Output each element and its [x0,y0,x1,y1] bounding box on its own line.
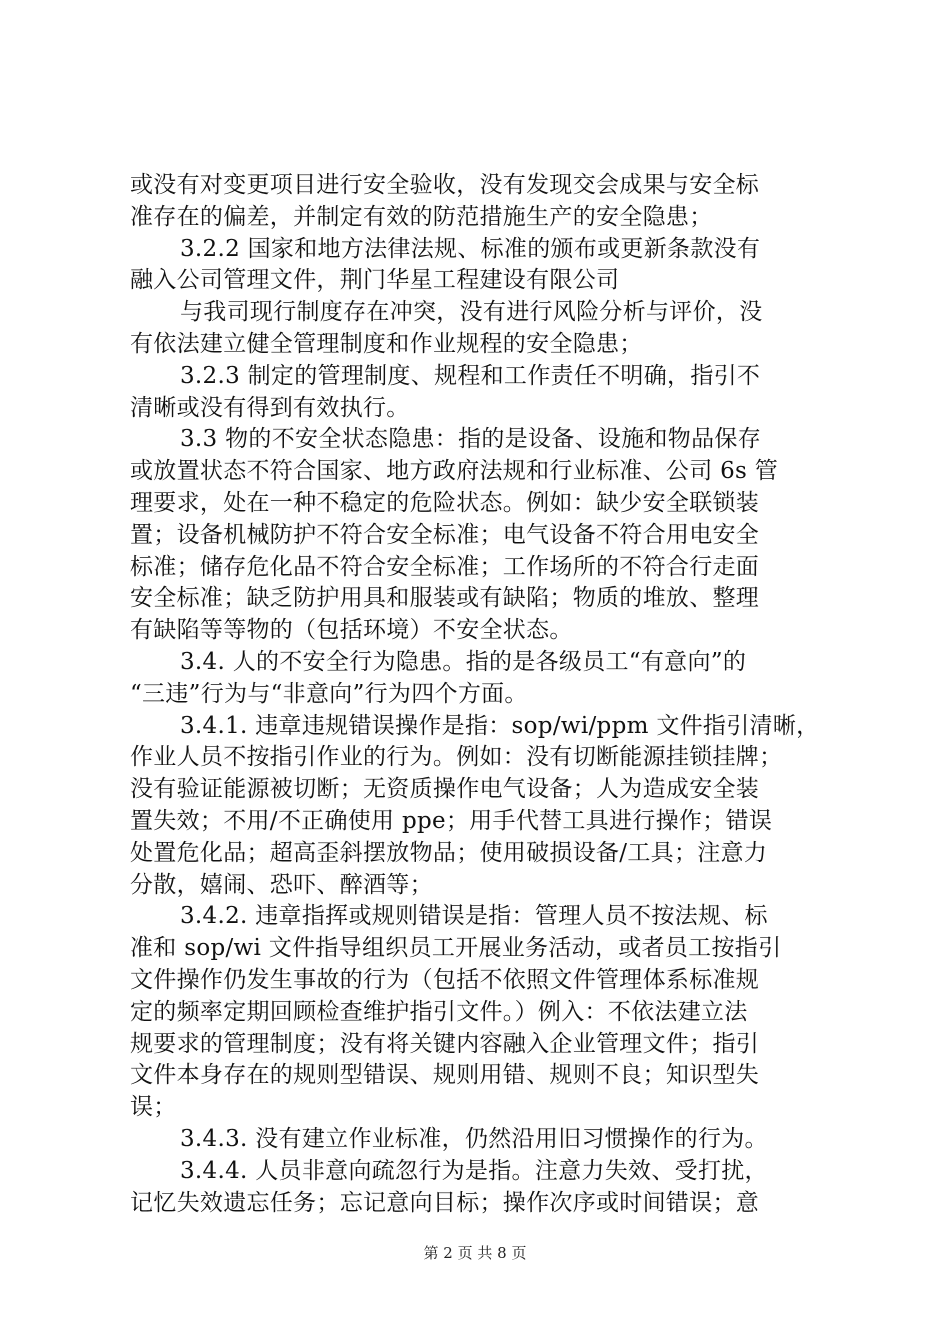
text-line: 3.4.2. 违章指挥或规则错误是指：管理人员不按法规、标 [180,903,768,930]
text-line: 标准；储存危化品不符合安全标准；工作场所的不符合行走面 [130,553,760,580]
text-line: 或放置状态不符合国家、地方政府法规和行业标准、公司 6s 管 [130,458,779,485]
text-line: 3.4.1. 违章违规错误操作是指：sop/wi/ppm 文件指引清晰， [180,712,820,739]
text-line: 置；设备机械防护不符合安全标准；电气设备不符合用电安全 [130,521,760,548]
text-line: 误； [130,1094,177,1121]
text-line: 定的频率定期回顾检查维护指引文件。）例入：不依法建立法 [130,998,748,1025]
text-line: 处置危化品；超高歪斜摆放物品；使用破损设备/工具；注意力 [130,839,768,866]
text-line: 3.2.2 国家和地方法律法规、标准的颁布或更新条款没有 [180,235,761,262]
text-line: 分散，嬉闹、恐吓、醉酒等； [130,871,433,898]
text-line: 记忆失效遗忘任务；忘记意向目标；操作次序或时间错误；意 [130,1189,760,1216]
text-line: 准和 sop/wi 文件指导组织员工开展业务活动，或者员工按指引 [130,935,782,962]
text-line: 融入公司管理文件，荆门华星工程建设有限公司 [130,267,620,294]
text-line: 3.4.4. 人员非意向疏忽行为是指。注意力失效、受打扰， [180,1157,768,1184]
text-line: 有缺陷等等物的（包括环境）不安全状态。 [130,617,573,644]
text-line: 3.2.3 制定的管理制度、规程和工作责任不明确，指引不 [180,362,761,389]
text-line: 安全标准；缺乏防护用具和服装或有缺陷；物质的堆放、整理 [130,585,760,612]
text-line: 有依法建立健全管理制度和作业规程的安全隐患； [130,330,643,357]
text-line: 清晰或没有得到有效执行。 [130,394,410,421]
text-line: 规要求的管理制度；没有将关键内容融入企业管理文件；指引 [130,1030,760,1057]
text-line: 理要求，处在一种不稳定的危险状态。例如：缺少安全联锁装 [130,489,760,516]
text-line: 置失效；不用/不正确使用 ppe；用手代替工具进行操作；错误 [130,807,773,834]
document-body [130,170,835,1219]
text-line: 3.4.3. 没有建立作业标准，仍然沿用旧习惯操作的行为。 [180,1125,768,1152]
text-line: 与我司现行制度存在冲突，没有进行风险分析与评价，没 [180,299,763,326]
text-line: 或没有对变更项目进行安全验收，没有发现交会成果与安全标 [130,172,760,198]
text-line: 3.4. 人的不安全行为隐患。指的是各级员工“有意向”的 [180,648,747,675]
text-line: 没有验证能源被切断；无资质操作电气设备；人为造成安全装 [130,776,760,803]
text-line: 准存在的偏差，并制定有效的防范措施生产的安全隐患； [130,203,713,230]
text-line: “三违”行为与“非意向”行为四个方面。 [130,680,528,707]
text-line: 文件操作仍发生事故的行为（包括不依照文件管理体系标准规 [130,966,760,993]
text-line: 作业人员不按指引作业的行为。例如：没有切断能源挂锁挂牌； [130,744,783,771]
text-line: 文件本身存在的规则型错误、规则用错、规则不良；知识型失 [130,1062,760,1089]
page-footer: 第 2 页 共 8 页 [423,1244,527,1262]
text-line: 3.3 物的不安全状态隐患：指的是设备、设施和物品保存 [180,426,761,453]
